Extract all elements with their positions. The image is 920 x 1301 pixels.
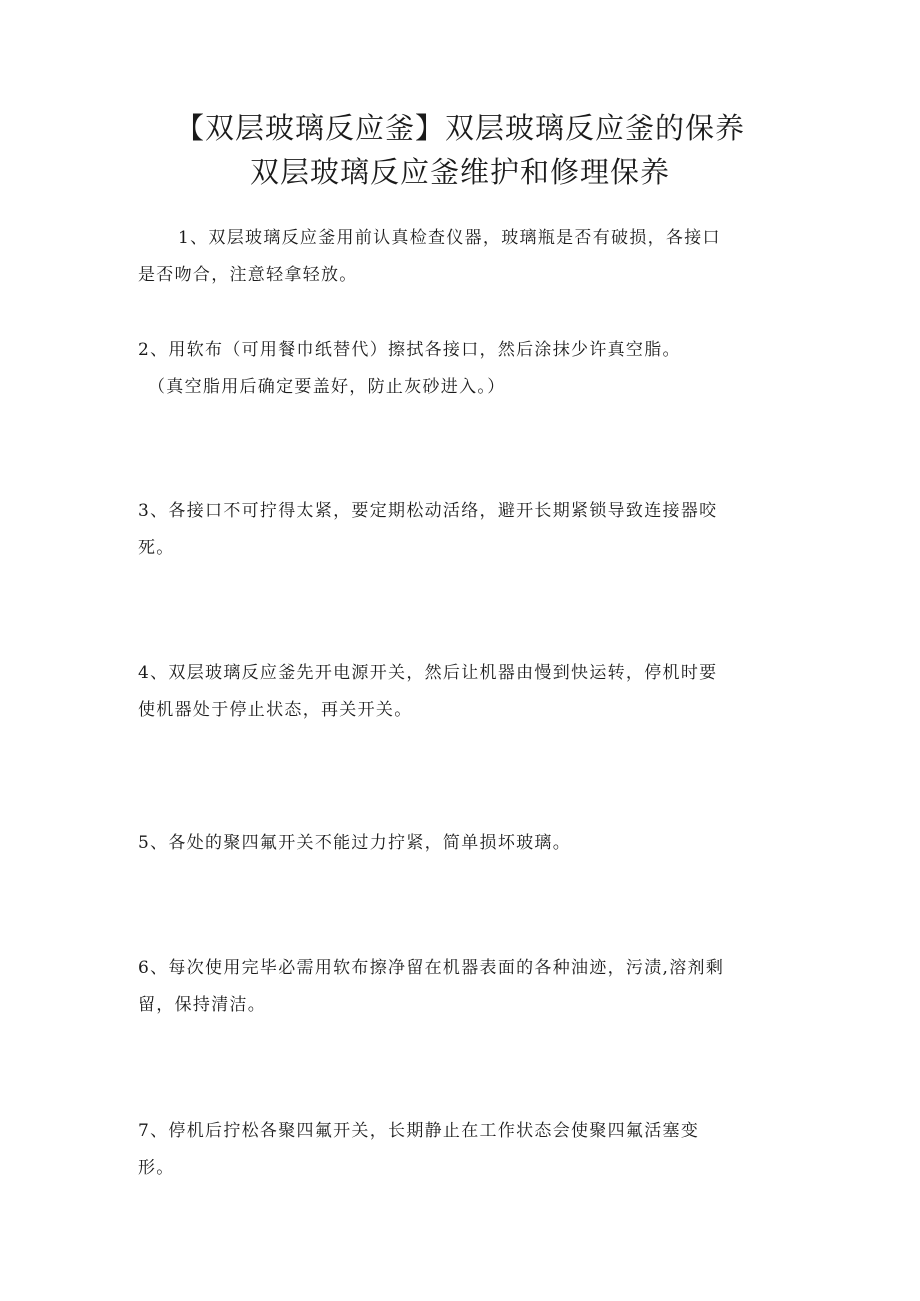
paragraph-7: [138, 1113, 786, 1187]
paragraph-3-line-1: 3、各接口不可拧得太紧，要定期松动活络，避开长期紧锁导致连接器咬: [138, 501, 718, 521]
paragraph-2-line-2: （真空脂用后确定要盖好，防止灰砂进入。）: [148, 377, 506, 397]
paragraph-7-line-1: 7、停机后拧松各聚四氟开关，长期静止在工作状态会使聚四氟活塞变: [138, 1121, 700, 1141]
paragraph-6-line-2: 留，保持清洁。: [138, 995, 267, 1015]
paragraph-4-line-1: 4、双层玻璃反应釜先开电源开关，然后让机器由慢到快运转，停机时要: [138, 663, 718, 683]
paragraph-5-line-1: 5、各处的聚四氟开关不能过力拧紧，简单损坏玻璃。: [138, 833, 572, 853]
paragraph-1: [138, 220, 786, 294]
paragraph-1-line-2: 是否吻合，注意轻拿轻放。: [138, 265, 358, 285]
paragraph-1-line-1: 1、双层玻璃反应釜用前认真检查仪器，玻璃瓶是否有破损，各接口: [178, 228, 721, 248]
paragraph-2-line-1: 2、用软布（可用餐巾纸替代）擦拭各接口，然后涂抹少许真空脂。: [138, 340, 681, 360]
page-title: 【双层玻璃反应釜】双层玻璃反应釜的保养: [174, 111, 745, 145]
paragraph-3: [138, 493, 786, 567]
paragraph-5: [138, 825, 786, 862]
page-subtitle: 双层玻璃反应釜维护和修理保养: [249, 155, 670, 189]
paragraph-4: [138, 655, 786, 729]
paragraph-2: [138, 332, 786, 406]
paragraph-7-line-2: 形。: [138, 1158, 175, 1178]
paragraph-6: [138, 950, 786, 1024]
paragraph-3-line-2: 死。: [138, 538, 175, 558]
paragraph-6-line-1: 6、每次使用完毕必需用软布擦净留在机器表面的各种油迹，污渍,溶剂剩: [138, 958, 725, 978]
paragraph-4-line-2: 使机器处于停止状态，再关开关。: [138, 700, 413, 720]
